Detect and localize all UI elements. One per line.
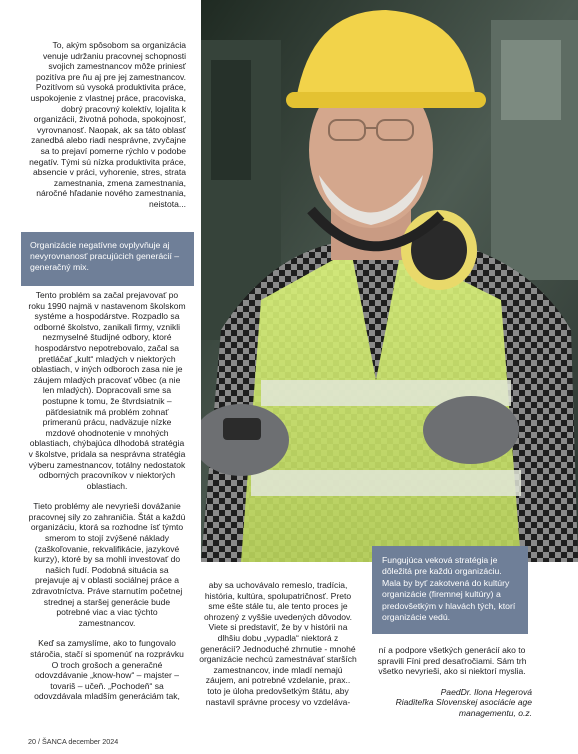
middle-paragraph: aby sa uchovávalo remeslo, tradícia, história, kultúra, spolupatričnosť. Preto sme ešte stále tu, ale tento proces je ohrozený z vyššie uvedených dôvodov. Viete si predstaviť, že by v histórii na dlhšiu dobu „vypadla“ niektorá z generácií? Jednoduché zhrnutie - mnohé organizácie nechcú zamestnávať starších zamestnancov, inde mladí nemajú záujem, ani potrebné vzdelanie, prax.. toto je úloha predovšetkým štátu, aby nastavil správne procesy vo vzdeláva-	[199, 580, 357, 707]
paragraph-tradition: Keď sa zamyslíme, ako to fungovalo stáročia, stačí si spomenúť na rozprávku O troch grošoch a generačné odovzdávanie „know-how“ – majster – tovariš – učeň. „Pochodeň“ sa odovzdávala mladším generáciám tak,	[30, 638, 184, 702]
middle-column	[199, 580, 357, 717]
page-footer: 20 / ŠANCA december 2024	[28, 737, 119, 746]
left-column-body	[28, 290, 186, 712]
left-column-intro	[28, 40, 186, 220]
worker-photo	[201, 0, 578, 562]
right-paragraph: ní a podpore všetkých generácií ako to spravili Fíni pred desaťročiami. Sám trh všetko nevyrieši, ako si niektorí myslia.	[377, 645, 527, 677]
right-column	[372, 645, 532, 719]
author-signature: PaedDr. Ilona Hegerová Riaditeľka Slovenskej asociácie age managementu, o.z.	[395, 686, 532, 718]
callout-box: Organizácie negatívne ovplyvňuje aj nevyrovnanosť pracujúcich generácií – generačný mix.	[21, 232, 194, 286]
paragraph-foreign-workforce: Tieto problémy ale nevyrieši dovážanie pracovnej sily zo zahraničia. Štát a každú organizáciu, ktorá sa rozhodne ísť týmto smerom to stojí zvýšené náklady (zaškoľovanie, rekvalifikácie, jazykové kurzy), ktoré by sa mohli investovať do našich ľudí. Podobná situácia sa prejavuje aj v oblasti sociálnej práce a zdravotníctva. Práve starnutím početnej strednej a staršej generácie bude potrebné viac a viac týchto zamestnancov.	[28, 501, 186, 628]
paragraph-history: Tento problém sa začal prejavovať po roku 1990 najmä v nastavenom školskom systéme a hospodárstve. Rozpadlo sa odborné školstvo, zanikali firmy, vznikli nezmyselné študijné odbory, ktoré hospodárstvo nepotrebovalo, začal sa pretláčať „kult“ mladých v niektorých oblastiach, v iných odboroch zasa nie je záujem mladých pracovať vôbec (a nie len mladých). Dopracovali sme sa postupne k tomu, že štvrdsiatnik – päťdesiatnik má problém zohnať primeranú prácu, nadväzuje nízke mzdové ohodnotenie v mnohých oblastiach, chýbajúca dlhodobá stratégia v školstve, pridala sa nesprávna stratégia výberu zamestnancov, totálny nedostatok odborných pracovníkov v niektorých oblastiach.	[28, 290, 186, 491]
intro-paragraph: To, akým spôsobom sa organizácia venuje udržaniu pracovnej schopnosti svojich zamestnancov môže priniesť pozitíva pre ňu aj pre jej zamestnancov. Pozitívom sú vysoká produktivita práce, uspokojenie z vlastnej práce, pracoviska, dobrý pracovný kolektív, lojalita k organizácii, životná pohoda, spokojnosť, vyrovnanosť. Naopak, ak sa táto oblasť zanedbá alebo riadi nesprávne, zvyčajne sa to prejaví pomerne rýchlo v podobe negatív. Tými sú nízka produktivita práce, absencie v práci, vyhorenie, stres, strata zamestnania, zmena zamestnania, náročné hľadanie nového zamestnania, neistota...	[29, 40, 186, 209]
photo-caption: Fungujúca veková stratégia je dôležitá pre každú organizáciu. Mala by byť zakotvená do kultúry organizácie (firemnej kultúry) a predovšetkým v hlavách tých, ktorí organizácie vedú.	[372, 546, 528, 634]
